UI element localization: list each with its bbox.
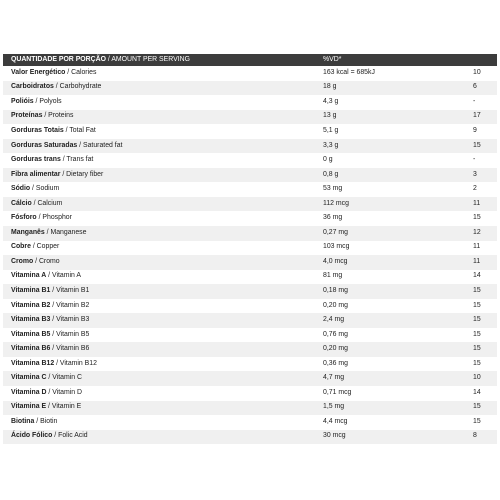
name-separator: / [52, 432, 59, 440]
table-row [3, 415, 497, 430]
nutrient-name-pt: Fósforo [11, 214, 37, 222]
nutrient-name-en: Saturated fat [83, 141, 123, 149]
nutrient-name-pt: Gorduras Saturadas [11, 141, 78, 149]
nutrient-name [3, 299, 315, 314]
name-separator: / [50, 345, 57, 353]
nutrient-name-en: Biotin [40, 417, 58, 425]
nutrient-amount: 0,71 mcg [323, 388, 352, 396]
nutrient-daily-value: 15 [473, 316, 481, 324]
nutrient-name [3, 66, 315, 81]
nutrient-daily-value: 15 [473, 287, 481, 295]
name-separator: / [46, 374, 53, 382]
nutrient-amount: 5,1 g [323, 127, 339, 134]
nutrient-daily-value: 15 [473, 214, 481, 222]
nutrient-name-pt: Vitamina B3 [11, 316, 51, 324]
nutrient-amount: 13 g [323, 112, 337, 120]
name-separator: / [60, 156, 67, 164]
nutrient-amount: 4,4 mcg [323, 417, 348, 425]
nutrient-name [3, 182, 315, 197]
name-separator: / [33, 257, 39, 265]
table-row [3, 226, 497, 241]
nutrient-daily-value: 15 [473, 403, 481, 411]
name-separator: / [53, 83, 60, 91]
nutrient-daily-value: 15 [473, 417, 481, 425]
nutrient-name-en: Phosphor [42, 214, 72, 222]
nutrient-amount: 4,0 mcg [323, 257, 348, 265]
nutrient-name [3, 430, 315, 445]
header-serving-en: AMOUNT PER SERVING [111, 55, 190, 63]
table-row [3, 313, 497, 328]
nutrient-name-pt: Vitamina B6 [11, 345, 51, 353]
nutrient-name [3, 168, 315, 183]
table-row [3, 66, 497, 81]
table-row [3, 95, 497, 110]
name-separator: / [34, 417, 41, 425]
nutrient-daily-value: 14 [473, 388, 481, 396]
nutrient-amount: 4,3 g [323, 97, 339, 105]
table-row [3, 255, 497, 270]
header-serving-pt: QUANTIDADE POR PORÇÃO [11, 55, 106, 63]
nutrient-daily-value: 2 [473, 185, 477, 193]
nutrient-name-pt: Proteínas [11, 112, 43, 120]
nutrient-amount: 0,18 mg [323, 287, 348, 295]
table-header [3, 54, 497, 66]
nutrient-amount: 112 mcg [323, 199, 349, 207]
nutrient-name-en: Vitamin B2 [56, 301, 90, 309]
table-row [3, 211, 497, 226]
header-daily-value: %VD* [323, 55, 342, 63]
nutrient-daily-value: 17 [473, 112, 481, 120]
name-separator: / [65, 68, 72, 76]
nutrient-name [3, 124, 315, 139]
nutrient-daily-value: - [473, 97, 476, 105]
nutrient-name-pt: Vitamina B5 [11, 330, 51, 338]
nutrient-name-en: Vitamin B1 [56, 287, 90, 295]
nutrient-name-en: Vitamin B5 [56, 330, 90, 338]
nutrient-name-en: Vitamin B12 [59, 359, 97, 367]
nutrient-name [3, 371, 315, 386]
nutrient-name-en: Proteins [48, 112, 74, 120]
nutrient-name-pt: Ácido Fólico [11, 432, 53, 440]
nutrient-amount: 2,4 mg [323, 316, 345, 324]
nutrient-daily-value: 6 [473, 83, 477, 91]
nutrient-name-pt: Vitamina D [11, 388, 47, 396]
nutrient-name [3, 270, 315, 285]
nutrient-name-pt: Vitamina E [11, 403, 47, 411]
table-row [3, 386, 497, 401]
nutrient-amount: 4,7 mg [323, 374, 345, 382]
nutrient-name-pt: Fibra alimentar [11, 170, 61, 178]
nutrient-amount: 18 g [323, 83, 337, 91]
nutrient-name-en: Total Fat [69, 127, 96, 134]
nutrient-name-pt: Vitamina C [11, 374, 47, 382]
name-separator: / [31, 199, 38, 207]
nutrient-amount: 36 mg [323, 214, 343, 222]
nutrient-daily-value: 12 [473, 228, 481, 236]
nutrient-name-en: Folic Acid [58, 432, 88, 440]
table-row [3, 197, 497, 212]
nutrient-daily-value: 11 [473, 199, 481, 207]
name-separator: / [42, 112, 49, 120]
table-row [3, 168, 497, 183]
nutrient-name-pt: Carboidratos [11, 83, 54, 91]
table-row [3, 139, 497, 154]
nutrient-name-en: Manganese [50, 228, 87, 236]
header-serving [3, 54, 315, 66]
table-row [3, 371, 497, 386]
header-empty [465, 54, 497, 66]
nutrient-name-en: Cromo [38, 257, 60, 265]
table-row [3, 110, 497, 125]
name-separator: / [63, 127, 70, 134]
nutrient-amount: 0,27 mg [323, 228, 348, 236]
name-separator: / [33, 97, 40, 105]
name-separator: / [46, 272, 52, 280]
table-row [3, 328, 497, 343]
nutrient-name [3, 328, 315, 343]
nutrient-name [3, 255, 315, 270]
nutrition-facts-table [3, 54, 497, 444]
name-separator: / [60, 170, 67, 178]
nutrient-amount: 81 mg [323, 272, 343, 280]
nutrient-name [3, 95, 315, 110]
nutrient-amount: 53 mg [323, 185, 343, 193]
nutrient-name-en: Carbohydrate [59, 83, 102, 91]
nutrient-name [3, 313, 315, 328]
nutrient-name-en: Calcium [37, 199, 63, 207]
nutrient-name-pt: Biotina [11, 417, 35, 425]
table-row [3, 124, 497, 139]
table-row [3, 342, 497, 357]
nutrient-daily-value: 15 [473, 330, 481, 338]
nutrient-daily-value: 15 [473, 345, 481, 353]
nutrient-name [3, 153, 315, 168]
nutrient-name-pt: Cobre [11, 243, 31, 251]
nutrition-table-container [3, 54, 497, 444]
nutrient-name [3, 284, 315, 299]
nutrient-daily-value: 10 [473, 68, 481, 76]
table-row [3, 182, 497, 197]
table-row [3, 81, 497, 96]
nutrient-name-en: Sodium [35, 185, 60, 193]
nutrient-name-en: Vitamin D [52, 388, 82, 396]
nutrient-daily-value: 10 [473, 374, 481, 382]
nutrient-name [3, 415, 315, 430]
nutrient-name [3, 401, 315, 416]
nutrient-name-pt: Cálcio [11, 199, 32, 207]
nutrient-daily-value: 8 [473, 432, 477, 440]
name-separator: / [44, 228, 51, 236]
name-separator: / [50, 316, 57, 324]
nutrient-amount: 0,76 mg [323, 330, 348, 338]
nutrient-name [3, 226, 315, 241]
table-row [3, 299, 497, 314]
nutrient-name [3, 81, 315, 96]
table-row [3, 401, 497, 416]
header-row [3, 54, 497, 66]
nutrient-name-en: Vitamin E [51, 403, 82, 411]
table-body [3, 66, 497, 444]
header-separator: / [105, 55, 112, 63]
nutrient-name [3, 386, 315, 401]
name-separator: / [30, 185, 36, 193]
table-row [3, 284, 497, 299]
table-row [3, 357, 497, 372]
nutrient-name-pt: Vitamina A [11, 272, 47, 280]
nutrient-name [3, 342, 315, 357]
nutrient-name [3, 211, 315, 226]
table-row [3, 270, 497, 285]
nutrient-name-pt: Cromo [11, 257, 34, 265]
nutrient-amount: 163 kcal = 685kJ [323, 68, 375, 76]
nutrient-name-en: Polyols [39, 97, 62, 105]
nutrient-amount: 30 mcg [323, 432, 346, 440]
name-separator: / [30, 243, 37, 251]
nutrient-name-en: Dietary fiber [66, 170, 104, 178]
nutrient-amount: 103 mcg [323, 243, 350, 251]
nutrient-daily-value: 11 [473, 243, 481, 251]
nutrient-name-pt: Vitamina B1 [11, 287, 51, 295]
nutrient-name [3, 139, 315, 154]
name-separator: / [50, 301, 57, 309]
nutrient-name [3, 357, 315, 372]
nutrient-name-en: Vitamin A [51, 272, 81, 280]
table-row [3, 241, 497, 256]
nutrient-name-en: Calories [71, 68, 97, 76]
nutrient-name [3, 241, 315, 256]
nutrient-name-en: Vitamin C [52, 374, 82, 382]
nutrient-daily-value: 11 [473, 257, 481, 265]
nutrient-name-en: Vitamin B3 [56, 316, 90, 324]
name-separator: / [50, 330, 57, 338]
nutrient-daily-value: 15 [473, 359, 481, 367]
nutrient-name-pt: Vitamina B12 [11, 359, 55, 367]
nutrient-name-en: Copper [36, 243, 60, 251]
nutrient-name-pt: Sódio [11, 185, 31, 193]
nutrient-amount: 3,3 g [323, 141, 339, 149]
table-row [3, 430, 497, 445]
nutrient-amount: 0 g [323, 156, 333, 164]
nutrient-amount: 0,8 g [323, 170, 339, 178]
nutrient-daily-value: - [473, 156, 476, 164]
name-separator: / [46, 388, 53, 396]
nutrient-name-pt: Polióis [11, 97, 34, 105]
nutrient-daily-value: 9 [473, 127, 477, 134]
name-separator: / [77, 141, 83, 149]
nutrient-name-pt: Manganês [11, 228, 45, 236]
nutrient-name-pt: Gorduras Totais [11, 127, 64, 134]
nutrient-name-pt: Valor Energético [11, 68, 66, 76]
name-separator: / [54, 359, 60, 367]
nutrient-name-en: Vitamin B6 [56, 345, 90, 353]
nutrient-amount: 0,20 mg [323, 345, 348, 353]
nutrient-daily-value: 3 [473, 170, 477, 178]
nutrient-amount: 1,5 mg [323, 403, 345, 411]
nutrient-name [3, 197, 315, 212]
nutrient-name-pt: Gorduras trans [11, 156, 61, 164]
nutrient-amount: 0,36 mg [323, 359, 348, 367]
name-separator: / [50, 287, 57, 295]
nutrient-amount: 0,20 mg [323, 301, 348, 309]
name-separator: / [36, 214, 43, 222]
nutrient-name [3, 110, 315, 125]
nutrient-daily-value: 14 [473, 272, 481, 280]
name-separator: / [46, 403, 52, 411]
nutrient-name-en: Trans fat [66, 156, 94, 164]
nutrient-daily-value: 15 [473, 301, 481, 309]
nutrient-daily-value: 15 [473, 141, 481, 149]
nutrient-name-pt: Vitamina B2 [11, 301, 51, 309]
table-row [3, 153, 497, 168]
